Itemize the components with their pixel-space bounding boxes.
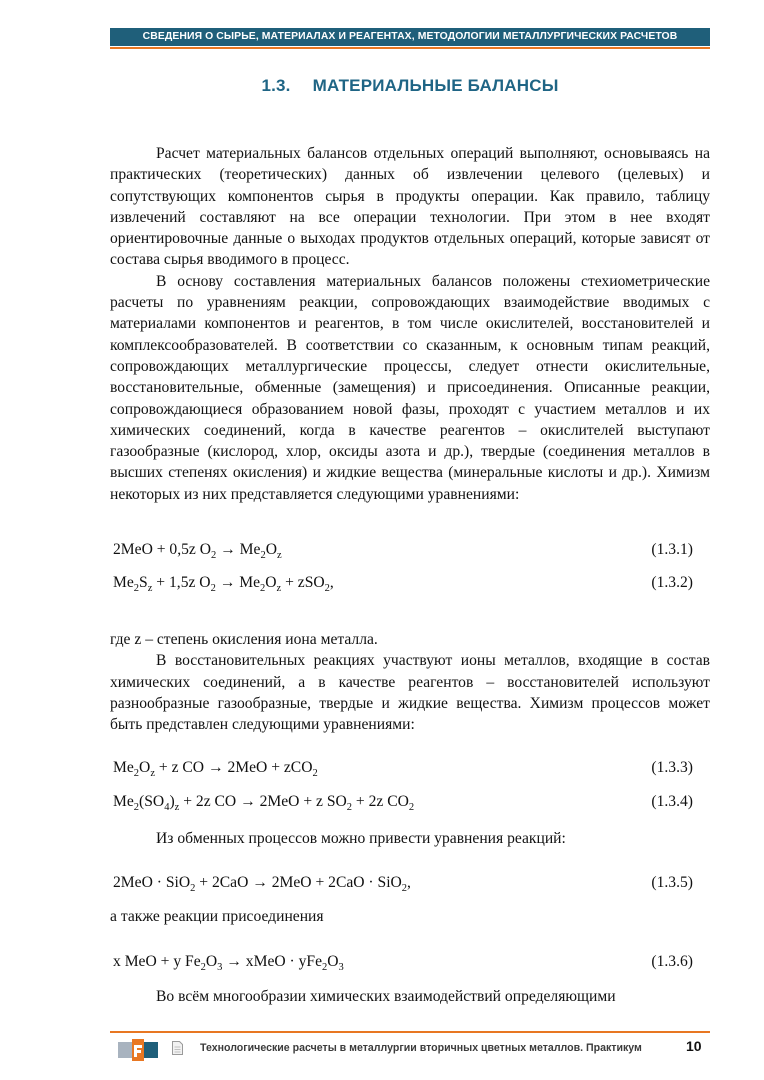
document-icon xyxy=(172,1041,183,1055)
equation-1-3-6 xyxy=(113,950,693,974)
equation-formula: $Me_2O_z + z$ CO → 2MeO + zCO$_2$ xyxy=(113,759,318,779)
paragraph-block-4 xyxy=(110,906,710,927)
equation-1-3-2 xyxy=(113,571,693,595)
paragraph-block-1 xyxy=(110,143,710,505)
running-header: СВЕДЕНИЯ О СЫРЬЕ, МАТЕРИАЛАХ И РЕАГЕНТАХ, МЕТОДОЛОГИИ МЕТАЛЛУРГИЧЕСКИХ РАСЧЕТОВ xyxy=(110,28,710,46)
equation-formula: 2MeO · SiO$_2$ + 2CaO → 2MeO + 2CaO · SiO$_2$, xyxy=(113,874,411,894)
equation-number: (1.3.3) xyxy=(651,759,693,776)
paragraph: В восстановительных реакциях участвуют ионы металлов, входящие в состав химических соединений, а в качестве реагентов – восстановителей используют разнообразные газообразные, твердые и жидкие вещества. Химизм процессов может быть представлен следующими уравнениями: xyxy=(110,652,710,734)
equation-number: (1.3.2) xyxy=(651,574,693,591)
paragraph-block-2 xyxy=(110,629,710,735)
equation-number: (1.3.1) xyxy=(651,541,693,558)
header-divider xyxy=(110,47,710,49)
page-number: 10 xyxy=(686,1038,702,1054)
paragraph: В основу составления материальных балансов положены стехиометрические расчеты по уравнениям реакции, сопровождающих взаимодействие вводимых с материалами компонентов и реагентов, в том числе окислителей, восстановителей и комплексообразователей. В соответствии со сказанным, к основным типам реакций, сопровождающих металлургические процессы, следует отнести окислительные, восстановительные, обменные (замещения) и присоединения. Описанные реакции, сопровождающиеся образованием новой фазы, проходят с участием металлов и их химических соединений, когда в качестве реагентов – окислителей выступают газообразные (кислород, хлор, оксиды азота и др.), твердые (соединения металлов в высших степенях окисления) и жидкие вещества (минеральные кислоты и др.). Химизм некоторых из них представляется следующими уравнениями: xyxy=(110,272,710,503)
equation-formula: x MeO + y $Fe_2O_3$ → xMeO · $yFe_2O_3$ xyxy=(113,953,344,973)
equation-formula: $Me_2S_z + 1,5z$ $O_2 \to Me_2O_z + zSO_2$, xyxy=(113,574,334,594)
equation-1-3-4 xyxy=(113,790,693,814)
paragraph: где z – степень окисления иона металла. xyxy=(110,631,378,648)
equation-1-3-1 xyxy=(113,538,693,562)
paragraph-block-5 xyxy=(110,986,710,1007)
equation-formula: 2MeO + 0,5z $O_2 \to Me_2O_z$ xyxy=(113,541,282,561)
paragraph: а также реакции присоединения xyxy=(110,908,324,925)
section-title xyxy=(110,76,710,96)
equation-formula: $Me_2(SO_4)_z + 2z$ CO → 2MeO + z $SO_2 + 2z$ $CO_2$ xyxy=(113,793,415,813)
paragraph: Из обменных процессов можно привести уравнения реакций: xyxy=(156,830,566,847)
footer-divider xyxy=(110,1031,710,1033)
equation-number: (1.3.6) xyxy=(651,953,693,970)
section-number: 1.3. xyxy=(261,76,291,95)
footer-book-title: Технологические расчеты в металлургии вторичных цветных металлов. Практикум xyxy=(200,1042,642,1054)
equation-1-3-3 xyxy=(113,756,693,780)
section-heading: МАТЕРИАЛЬНЫЕ БАЛАНСЫ xyxy=(312,76,559,95)
equation-number: (1.3.4) xyxy=(651,793,693,810)
paragraph: Расчет материальных балансов отдельных операций выполняют, основываясь на практических (теоретических) данных об извлечении целевого (целевых) и сопутствующих компонентов сырья в продукты операции. Как правило, таблицу извлечений составляют на все операции технологии. При этом в нее входят ориентировочные данные о выходах продуктов отдельных операций, которые зависят от состава сырья вводимого в процесс. xyxy=(110,145,710,269)
publisher-logo-icon xyxy=(118,1039,158,1061)
equation-number: (1.3.5) xyxy=(651,874,693,891)
equation-1-3-5 xyxy=(113,871,693,895)
paragraph: Во всём многообразии химических взаимодействий определяющими xyxy=(156,988,616,1005)
paragraph-block-3 xyxy=(110,828,710,849)
